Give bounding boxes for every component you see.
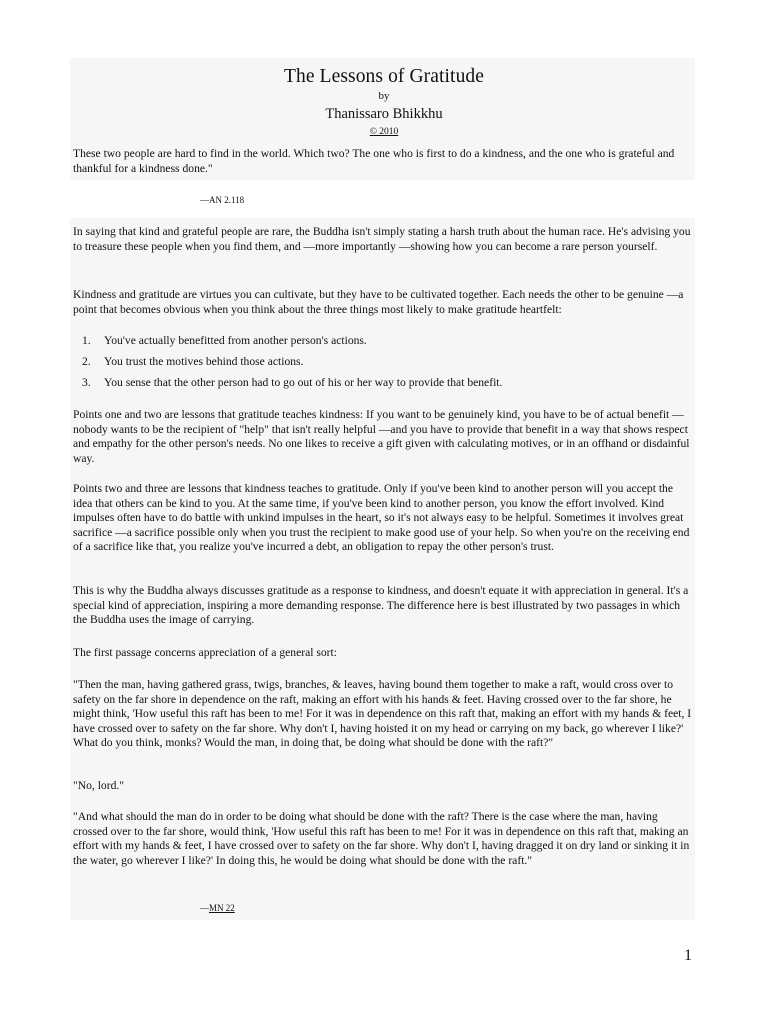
body-paragraph: This is why the Buddha always discusses gratitude as a response to kindness, and doesn't equate it with appreciation in general. It's a special kind of appreciation, inspiring a more demanding response. The difference here is best illustrated by two passages in which the Buddha uses the image of carrying. — [73, 584, 689, 627]
quote-paragraph: "And what should the man do in order to be doing what should be done with the raft? There is the case where the man, having crossed over to the far shore, would think, 'How useful this raft has been to me! For it was in dependence on this raft that, making an effort with my hands & feet, I have crossed over to safety on the far shore. Why don't I, having dragged it on dry land or sinking it in the water, go wherever I like?' In doing this, he would be doing what should be done with the raft." — [73, 810, 690, 867]
list-item-number: 1. — [82, 334, 91, 347]
body-paragraph: Points two and three are lessons that kindness teaches to gratitude. Only if you've been kind to another person will you accept the idea that others can be kind to you. At the same time, if you've been kind to another person, you know the effort involved. Kind impulses often have to do battle with unkind impulses in the heart, so it's not always easy to be helpful. Sometimes it involves great sacrifice —a sacrifice possible only when you trust the recipient to make good use of your help. So when you're on the receiving end of a sacrifice like that, you realize you've incurred a debt, an obligation to repay the other person's trust. — [73, 482, 690, 554]
list-item-text: You trust the motives behind those actions. — [104, 355, 304, 368]
quote-paragraph: "No, lord." — [73, 779, 125, 792]
quote-paragraph: "Then the man, having gathered grass, twigs, branches, & leaves, having bound them together to make a raft, would cross over to safety on the far shore in dependence on the raft, making an effort with his hands & feet. Having crossed over to the far shore, he might think, 'How useful this raft has been to me! For it was in dependence on this raft that, making an effort with my hands & feet, I have crossed over to safety on the far shore. Why don't I, having hoisted it on my head or carrying on my back, go wherever I like?' What do you think, monks? Would the man, in doing that, be doing what should be done with the raft?" — [73, 678, 692, 750]
author-name: Thanissaro Bhikkhu — [325, 106, 443, 122]
list-item-number: 2. — [82, 355, 91, 368]
page-number: 1 — [684, 947, 692, 964]
byline: by — [378, 90, 390, 102]
list-item-text: You've actually benefitted from another person's actions. — [104, 334, 367, 347]
document-title: The Lessons of Gratitude — [283, 66, 485, 87]
epigraph-paragraph: These two people are hard to find in the world. Which two? The one who is first to do a kindness, and the one who is grateful and thankful for a kindness done." — [73, 147, 675, 175]
copyright-notice[interactable] — [0, 127, 768, 137]
body-paragraph: The first passage concerns appreciation of a general sort: — [73, 646, 337, 659]
copyright-link[interactable]: © 2010 — [369, 127, 399, 137]
citation-link[interactable]: MN 22 — [209, 903, 235, 913]
body-paragraph: Kindness and gratitude are virtues you can cultivate, but they have to be cultivated together. Each needs the other to be genuine —a point that becomes obvious when you think about the three things most likely to make gratitude heartfelt: — [73, 288, 684, 316]
citation-dash: — — [200, 903, 209, 913]
list-item-number: 3. — [82, 376, 91, 389]
body-paragraph: Points one and two are lessons that gratitude teaches kindness: If you want to be genuinely kind, you have to be of actual benefit —nobody wants to be the recipient of "help" that isn't really helpful —and you have to provide that benefit in a way that shows respect and empathy for the other person's needs. No one likes to receive a gift given with calculating motives, or in an offhand or disdainful way. — [73, 408, 690, 465]
body-paragraph: In saying that kind and grateful people are rare, the Buddha isn't simply stating a harsh truth about the human race. He's advising you to treasure these people when you find them, and —more importantly —showing how you can become a rare person yourself. — [73, 225, 691, 253]
quote-citation — [200, 903, 235, 913]
epigraph-citation: —AN 2.118 — [200, 195, 245, 205]
list-item-text: You sense that the other person had to go out of his or her way to provide that benefit. — [104, 376, 503, 389]
